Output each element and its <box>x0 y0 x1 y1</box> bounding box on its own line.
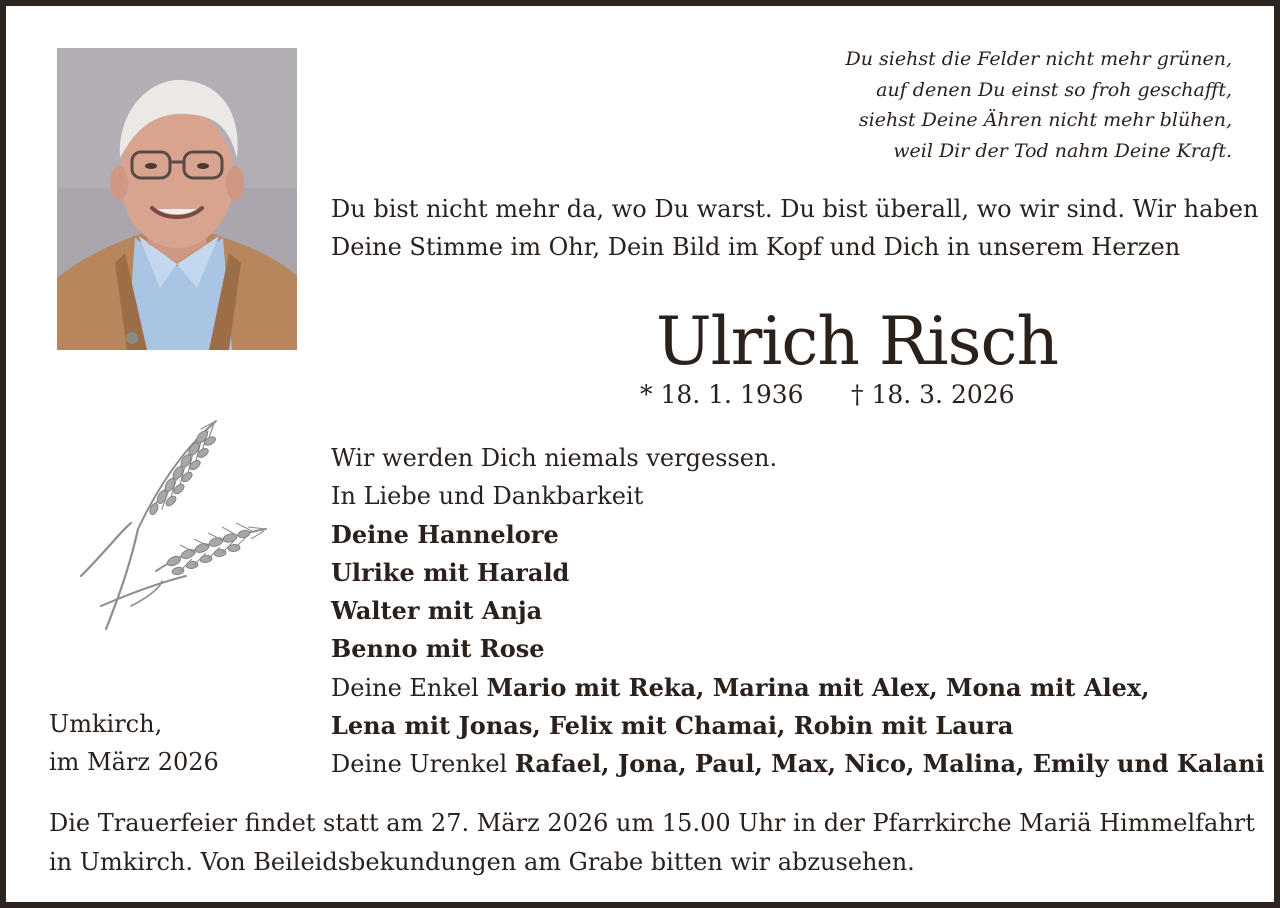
family-member: Benno mit Rose <box>331 634 545 664</box>
deceased-name: Ulrich Risch <box>656 303 1058 380</box>
poem-line: siehst Deine Ähren nicht mehr blühen, <box>858 109 1232 131</box>
family-member: Walter mit Anja <box>331 596 543 626</box>
poem-line: weil Dir der Tod nahm Deine Kraft. <box>893 139 1232 162</box>
intro-text <box>331 190 1259 266</box>
greatgrandchildren-prefix: Deine Urenkel <box>331 750 515 779</box>
family-line: Wir werden Dich niemals vergessen. <box>331 444 778 472</box>
family-list <box>331 439 1265 784</box>
place-date <box>49 705 219 782</box>
portrait-photo <box>57 48 297 350</box>
place-line: Umkirch, <box>49 710 163 738</box>
footer-line: in Umkirch. Von Beileidsbekundungen am Grabe bitten wir abzusehen. <box>49 848 915 876</box>
greatgrandchildren-names: Rafael, Jona, Paul, Max, Nico, Malina, Emily und Kalani <box>514 749 1265 779</box>
grandchildren-prefix: Deine Enkel <box>331 673 487 702</box>
poem-line: Du siehst die Felder nicht mehr grünen, <box>845 48 1232 70</box>
grandchildren-names: Mario mit Reka, Marina mit Alex, Mona mit Alex, <box>486 672 1150 702</box>
funeral-notice <box>49 804 1255 882</box>
grandchildren-line <box>331 669 1265 707</box>
grandchildren-names: Lena mit Jonas, Felix mit Chamai, Robin mit Laura <box>331 711 1014 741</box>
place-line: im März 2026 <box>49 748 219 777</box>
death-date: † 18. 3. 2026 <box>851 380 1015 409</box>
greatgrandchildren-line <box>331 745 1265 783</box>
family-member: Ulrike mit Harald <box>331 557 570 587</box>
life-dates <box>6 378 1280 412</box>
family-line: In Liebe und Dankbarkeit <box>331 482 644 511</box>
poem <box>846 44 1233 166</box>
portrait-illustration <box>57 48 297 350</box>
family-member: Deine Hannelore <box>331 519 559 549</box>
intro-line: Deine Stimme im Ohr, Dein Bild im Kopf und Dich in unserem Herzen <box>331 233 1181 261</box>
poem-line: auf denen Du einst so froh geschafft, <box>876 78 1232 101</box>
wheat-ears-icon <box>76 411 276 641</box>
intro-line: Du bist nicht mehr da, wo Du warst. Du bist überall, wo wir sind. Wir haben <box>331 195 1259 223</box>
footer-line: Die Trauerfeier findet statt am 27. März 2026 um 15.00 Uhr in der Pfarrkirche Mariä Himmelfahrt <box>49 809 1255 837</box>
birth-date: * 18. 1. 1936 <box>640 380 804 409</box>
